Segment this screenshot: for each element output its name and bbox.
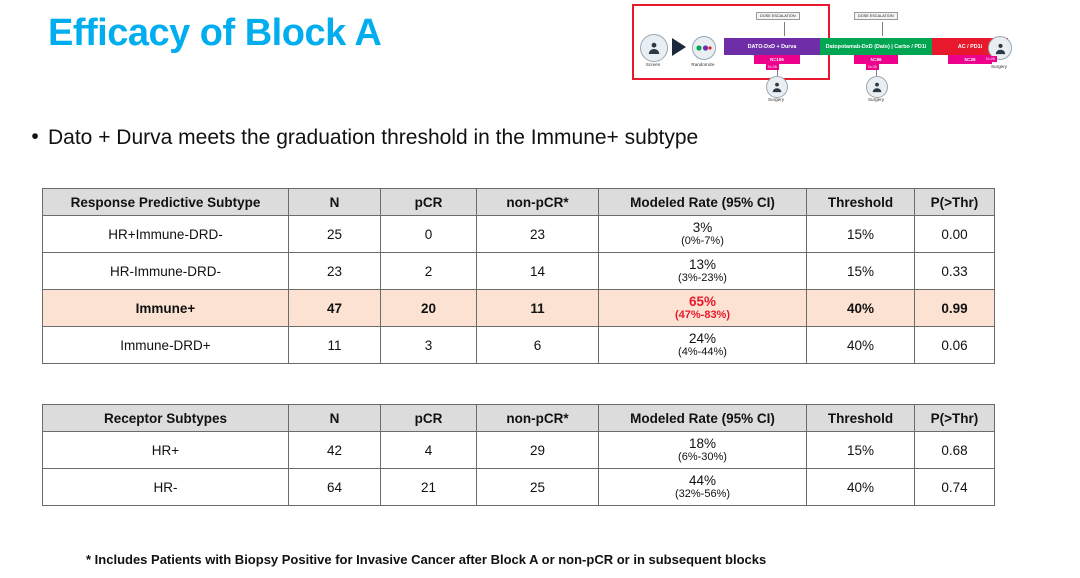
- cell-pcr: 20: [381, 290, 477, 327]
- schema-surgery-label-3: Surgery: [990, 64, 1008, 69]
- rate-ci: (0%-7%): [681, 234, 724, 247]
- trial-schema-diagram: [632, 4, 1022, 112]
- cell-pcr: 21: [381, 469, 477, 506]
- dose-escalation-tag-arm1: DOSE ESCALATION: [756, 12, 800, 20]
- cell-subtype: Immune+: [43, 290, 289, 327]
- col-header-subtype: Response Predictive Subtype: [43, 189, 289, 216]
- schema-randomize-label: Randomize: [691, 62, 715, 67]
- surgery-icon-1: [766, 76, 788, 98]
- rate-ci: (3%-23%): [678, 271, 727, 284]
- table-row: [43, 327, 995, 364]
- table-row-highlighted: [43, 290, 995, 327]
- cell-n: 11: [289, 327, 381, 364]
- rate-ci: (4%-44%): [678, 345, 727, 358]
- table-row: [43, 432, 995, 469]
- receptor-subtypes-table: [42, 404, 995, 506]
- col-header-pcr: pCR: [381, 405, 477, 432]
- col-header-modeled-rate: Modeled Rate (95% CI): [599, 189, 807, 216]
- arm-1-n: N=106: [754, 55, 800, 64]
- table-row: [43, 216, 995, 253]
- cell-n: 47: [289, 290, 381, 327]
- cell-p-thr: 0.00: [915, 216, 995, 253]
- bullet-dot: •: [31, 125, 39, 148]
- cell-modeled-rate: [599, 469, 807, 506]
- cell-subtype: HR+: [43, 432, 289, 469]
- cell-subtype: HR-Immune-DRD-: [43, 253, 289, 290]
- rate-value: 13%: [688, 256, 717, 272]
- cell-n: 23: [289, 253, 381, 290]
- arm-3-n: N=26: [948, 55, 992, 64]
- col-header-n: N: [289, 405, 381, 432]
- cell-pcr: 3: [381, 327, 477, 364]
- response-predictive-subtype-table: [42, 188, 995, 364]
- cell-threshold: 15%: [807, 253, 915, 290]
- cell-non-pcr: 29: [477, 432, 599, 469]
- table-row: [43, 253, 995, 290]
- rate-value: 24%: [688, 330, 717, 346]
- bullet-line: [22, 126, 1022, 150]
- cell-pcr: 4: [381, 432, 477, 469]
- arm-2-bar: Datopotamab-DxD (Dato) | Carbo / PD1i: [820, 38, 932, 55]
- cell-pcr: 0: [381, 216, 477, 253]
- schema-surgery-label-2: Surgery: [867, 97, 885, 102]
- cell-non-pcr: 11: [477, 290, 599, 327]
- cell-modeled-rate: [599, 253, 807, 290]
- col-header-p-thr: P(>Thr): [915, 189, 995, 216]
- cell-subtype: HR-: [43, 469, 289, 506]
- arm-1-bar: DATO-DxD + Durva: [724, 38, 820, 55]
- footnote: * Includes Patients with Biopsy Positive for Invasive Cancer after Block A or non-pCR or in subsequent blocks: [86, 552, 767, 567]
- cell-modeled-rate: [599, 432, 807, 469]
- screen-to-randomize-arrow: [672, 38, 686, 56]
- col-header-non-pcr: non-pCR*: [477, 189, 599, 216]
- page-title: Efficacy of Block A: [48, 12, 382, 54]
- col-header-pcr: pCR: [381, 189, 477, 216]
- rate-ci: (6%-30%): [678, 450, 727, 463]
- schema-connector: [882, 22, 883, 36]
- col-header-non-pcr: non-pCR*: [477, 405, 599, 432]
- rate-value: 44%: [688, 472, 717, 488]
- col-header-modeled-rate: Modeled Rate (95% CI): [599, 405, 807, 432]
- cell-threshold: 15%: [807, 216, 915, 253]
- table-header-row: [43, 189, 995, 216]
- schema-connector: [784, 22, 785, 36]
- cell-p-thr: 0.33: [915, 253, 995, 290]
- cell-p-thr: 0.68: [915, 432, 995, 469]
- cell-threshold: 15%: [807, 432, 915, 469]
- col-header-receptor-subtype: Receptor Subtypes: [43, 405, 289, 432]
- cell-non-pcr: 14: [477, 253, 599, 290]
- arm-2-sub-n: N=35: [868, 65, 877, 69]
- cell-modeled-rate: [599, 290, 807, 327]
- col-header-threshold: Threshold: [807, 189, 915, 216]
- cell-threshold: 40%: [807, 469, 915, 506]
- table-header-row: [43, 405, 995, 432]
- cell-p-thr: 0.99: [915, 290, 995, 327]
- dose-escalation-tag-arm2: DOSE ESCALATION: [854, 12, 898, 20]
- cell-non-pcr: 25: [477, 469, 599, 506]
- cell-n: 64: [289, 469, 381, 506]
- cell-threshold: 40%: [807, 327, 915, 364]
- cell-n: 25: [289, 216, 381, 253]
- cell-non-pcr: 6: [477, 327, 599, 364]
- screen-person-icon: [640, 34, 668, 62]
- cell-non-pcr: 23: [477, 216, 599, 253]
- cell-pcr: 2: [381, 253, 477, 290]
- rate-value: 65%: [688, 293, 717, 309]
- cell-subtype: Immune-DRD+: [43, 327, 289, 364]
- bullet-text: Dato + Durva meets the graduation threshold in the Immune+ subtype: [48, 126, 699, 149]
- arm-3-sub-n: N=26: [986, 57, 995, 61]
- table-row: [43, 469, 995, 506]
- rate-value: 3%: [692, 219, 713, 235]
- schema-surgery-label-1: Surgery: [767, 97, 785, 102]
- cell-p-thr: 0.06: [915, 327, 995, 364]
- rate-ci: (47%-83%): [674, 308, 731, 321]
- cell-subtype: HR+Immune-DRD-: [43, 216, 289, 253]
- rate-ci: (32%-56%): [674, 487, 731, 500]
- col-header-threshold: Threshold: [807, 405, 915, 432]
- schema-screen-label: Screen: [645, 62, 661, 67]
- cell-n: 42: [289, 432, 381, 469]
- cell-modeled-rate: [599, 216, 807, 253]
- cell-p-thr: 0.74: [915, 469, 995, 506]
- arm-1-sub-n: N=35: [768, 65, 777, 69]
- col-header-n: N: [289, 189, 381, 216]
- arm-3-bar: AC / PD1i: [932, 38, 1008, 55]
- rate-value: 18%: [688, 435, 717, 451]
- col-header-p-thr: P(>Thr): [915, 405, 995, 432]
- arm-2-n: N=66: [854, 55, 898, 64]
- surgery-icon-2: [866, 76, 888, 98]
- cell-threshold: 40%: [807, 290, 915, 327]
- cell-modeled-rate: [599, 327, 807, 364]
- randomize-icon: [692, 36, 716, 60]
